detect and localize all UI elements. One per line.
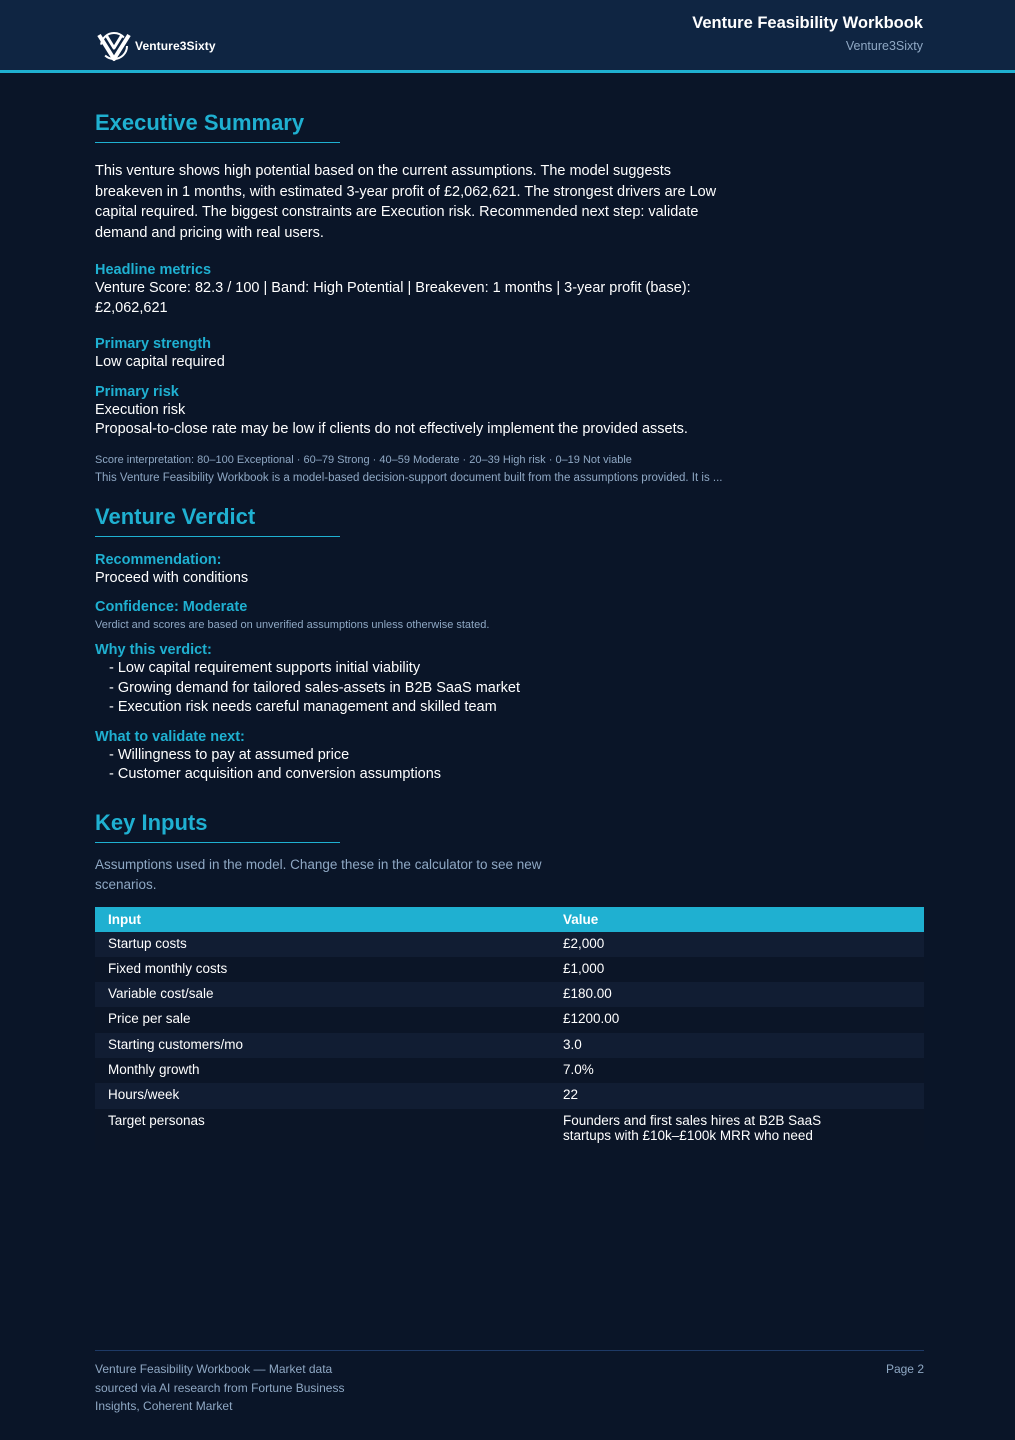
confidence-label: Confidence: Moderate [95,599,248,615]
footer-source-note: Venture Feasibility Workbook — Market data sourced via AI research from Fortune Business Insights, Coherent Market [95,1362,345,1413]
input-name-cell: Target personas [95,1109,550,1150]
key-inputs-note: Assumptions used in the model. Change these in the calculator to see new scenarios. [95,856,542,892]
brand-logo [95,29,216,63]
list-item: - Execution risk needs careful management and skilled team [109,699,497,715]
primary-strength-text: Low capital required [95,354,225,370]
v3-logo-icon [95,29,133,63]
table-header-row [95,907,924,932]
list-item: - Willingness to pay at assumed price [109,746,350,763]
primary-risk-title: Execution risk [95,401,186,418]
document-subtitle: Venture3Sixty [845,39,923,53]
input-value-cell: £1200.00 [550,1007,924,1032]
why-verdict-list [95,659,925,718]
recommendation-text: Proceed with conditions [95,569,249,586]
why-verdict-label: Why this verdict: [95,642,212,658]
primary-strength-label: Primary strength [95,336,212,352]
input-value-cell: £2,000 [550,932,924,957]
table-row [95,982,924,1007]
document-title: Venture Feasibility Workbook [692,14,923,32]
column-header-value: Value [550,907,924,932]
input-name-cell: Hours/week [95,1083,550,1108]
workbook-disclaimer: This Venture Feasibility Workbook is a model-based decision-support document built from the assumptions provided. It is ... [95,471,723,484]
logo-text: Venture3Sixty [135,39,216,53]
input-name-cell: Startup costs [95,932,550,957]
table-row [95,932,924,957]
input-name-cell: Starting customers/mo [95,1033,550,1058]
venture-verdict-heading: Venture Verdict [95,504,340,537]
primary-risk-label: Primary risk [95,383,179,400]
input-value-cell: £1,000 [550,957,924,982]
confidence-note: Verdict and scores are based on unverified assumptions unless otherwise stated. [95,619,490,631]
headline-metrics-label: Headline metrics [95,262,212,278]
page-number: Page 2 [885,1362,924,1376]
table-row [95,1007,924,1032]
key-inputs-heading: Key Inputs [95,810,340,843]
primary-risk-text: Proposal-to-close rate may be low if clients do not effectively implement the provided assets. [95,421,688,437]
key-inputs-table [95,907,924,1150]
list-item: - Low capital requirement supports initial viability [109,660,421,676]
input-value-cell: Founders and first sales hires at B2B SaaS startups with £10k–£100k MRR who need [550,1109,924,1150]
page-footer [95,1350,924,1413]
executive-summary-heading: Executive Summary [95,110,340,143]
column-header-input: Input [95,907,550,932]
input-value-cell: 22 [550,1083,924,1108]
input-name-cell: Fixed monthly costs [95,957,550,982]
list-item: - Customer acquisition and conversion assumptions [109,766,442,782]
table-row [95,1033,924,1058]
list-item: - Growing demand for tailored sales-assets in B2B SaaS market [109,679,521,696]
input-name-cell: Variable cost/sale [95,982,550,1007]
table-row [95,1083,924,1108]
input-name-cell: Monthly growth [95,1058,550,1083]
recommendation-label: Recommendation: [95,551,222,568]
input-name-cell: Price per sale [95,1007,550,1032]
table-row [95,957,924,982]
page-header [0,0,1015,73]
main-content [95,110,925,1150]
input-value-cell: 7.0% [550,1058,924,1083]
table-row [95,1058,924,1083]
validate-next-list [95,746,925,785]
table-row [95,1109,924,1150]
score-interpretation: Score interpretation: 80–100 Exceptional · 60–79 Strong · 40–59 Moderate · 20–39 High risk · 0–19 Not viable [95,453,632,466]
input-value-cell: 3.0 [550,1033,924,1058]
headline-metrics-text: Venture Score: 82.3 / 100 | Band: High Potential | Breakeven: 1 months | 3-year profit (base): £2,062,621 [95,280,691,316]
summary-intro: This venture shows high potential based on the current assumptions. The model suggests breakeven in 1 months, with estimated 3-year profit of £2,062,621. The strongest drivers are Low capital required. The biggest constraints are Execution risk. Recommended next step: validate demand and pricing with real users. [95,163,717,241]
validate-next-label: What to validate next: [95,728,245,745]
input-value-cell: £180.00 [550,982,924,1007]
